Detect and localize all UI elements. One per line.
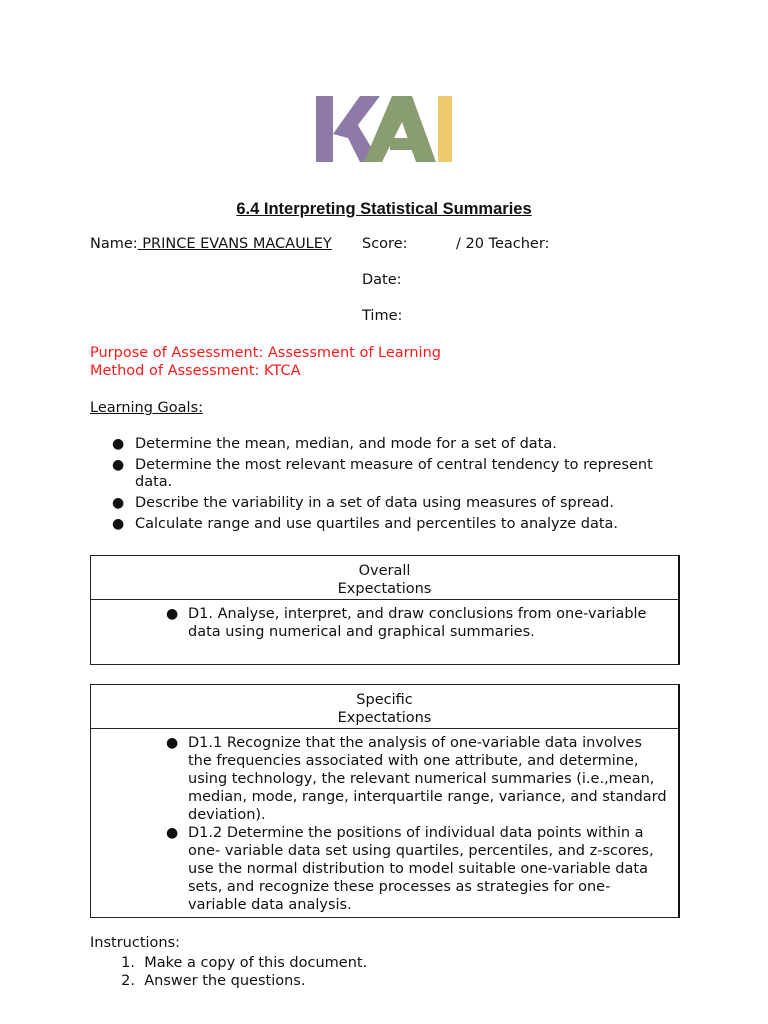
overall-expectations-box [90,555,680,665]
name-label: Name: [90,236,138,252]
learning-goal-item: ● Determine the mean, median, and mode for a set of data. [90,436,690,453]
kai-logo [314,92,456,166]
instruction-step [90,954,650,972]
specific-expectations-heading [91,685,678,729]
name-field [90,236,332,252]
specific-expectations-body [91,729,678,914]
step-text: Answer the questions. [144,973,306,989]
score-label: Score: [362,236,408,252]
specific-expectation-item: ● D1.1 Recognize that the analysis of one-variable data involves the frequencies associated with one attribute, and determine, using technology, the relevant numerical summaries (i.e.,mean, median, mode, range, interquartile range, variance, and standard deviation). [91,734,668,824]
learning-goal-item: ● Calculate range and use quartiles and percentiles to analyze data. [90,516,690,533]
overall-heading-line2: Expectations [337,581,432,597]
logo-letter-a [364,96,436,162]
step-number: 1. [121,955,135,971]
learning-goals-heading: Learning Goals: [90,400,204,416]
logo-letter-i [438,96,452,162]
learning-goal-item: ● Determine the most relevant measure of central tendency to represent data. [90,457,690,491]
teacher-label: Teacher: [488,236,550,252]
overall-expectation-item: ● D1. Analyse, interpret, and draw conclusions from one-variable data using numerical and graphical summaries. [91,605,668,641]
score-total [456,236,549,252]
learning-goals-list [90,436,690,537]
step-number: 2. [121,973,135,989]
specific-expectations-box [90,684,680,918]
instructions-list [90,954,650,990]
time-label: Time: [362,308,403,324]
instruction-step [90,972,650,990]
date-label: Date: [362,272,402,288]
specific-heading-line2: Expectations [337,710,432,726]
step-text: Make a copy of this document. [144,955,368,971]
specific-expectation-item: ● D1.2 Determine the positions of individual data points within a one- variable data set using quartiles, percentiles, and z-scores, use the normal distribution to model suitable one-variable data sets, and recognize these processes as strategies for one-variable data analysis. [91,824,668,914]
learning-goal-item: ● Describe the variability in a set of data using measures of spread. [90,495,690,512]
overall-expectations-body [91,600,678,641]
assessment-purpose: Purpose of Assessment: Assessment of Learning [90,345,441,361]
instructions-heading: Instructions: [90,935,181,951]
assessment-method: Method of Assessment: KTCA [90,363,301,379]
overall-heading-line1: Overall [358,563,411,579]
score-total-value: / 20 [456,236,484,252]
specific-heading-line1: Specific [356,692,413,708]
overall-expectations-heading [91,556,678,600]
name-value: PRINCE EVANS MACAULEY [137,236,332,252]
page-title: 6.4 Interpreting Statistical Summaries [236,200,532,218]
